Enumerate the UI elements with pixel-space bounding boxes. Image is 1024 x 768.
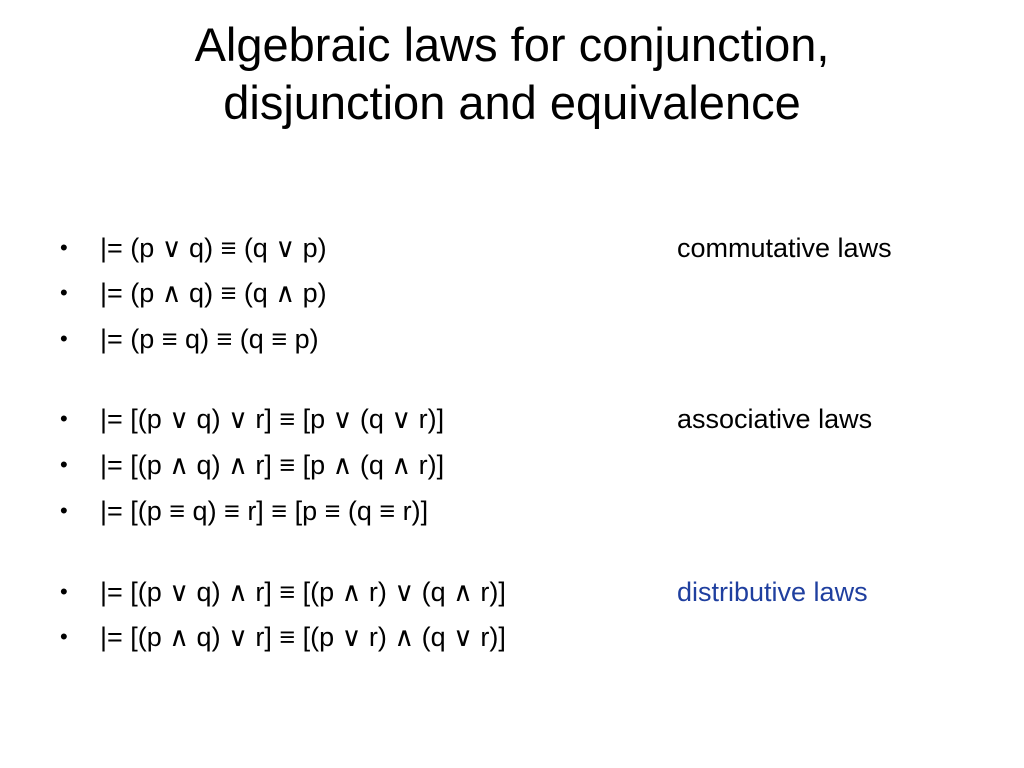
bullet-icon: • (60, 624, 68, 649)
law-item-distributive-or-and (0, 572, 1024, 612)
law-formula: |= (p ∧ q) ≡ (q ∧ p) (100, 278, 327, 308)
slide-title-line-1: Algebraic laws for conjunction, (194, 18, 830, 71)
law-formula: |= [(p ∨ q) ∨ r] ≡ [p ∨ (q ∨ r)] (100, 404, 445, 434)
bullet-icon: • (60, 452, 68, 477)
law-item-commutative-equiv (0, 319, 1024, 359)
bullet-icon: • (60, 235, 68, 260)
law-formula: |= [(p ≡ q) ≡ r] ≡ [p ≡ (q ≡ r)] (100, 496, 429, 526)
bullet-icon: • (60, 406, 68, 431)
law-label-associative: associative laws (677, 404, 873, 434)
law-item-associative-or (0, 399, 1024, 439)
law-formula: |= [(p ∧ q) ∨ r] ≡ [(p ∨ r) ∧ (q ∨ r)] (100, 622, 506, 652)
slide-title-line-2: disjunction and equivalence (223, 76, 801, 129)
law-formula: |= (p ≡ q) ≡ (q ≡ p) (100, 324, 319, 354)
bullet-icon: • (60, 498, 68, 523)
law-formula: |= [(p ∧ q) ∧ r] ≡ [p ∧ (q ∧ r)] (100, 450, 445, 480)
law-item-associative-equiv (0, 491, 1024, 531)
law-formula: |= [(p ∨ q) ∧ r] ≡ [(p ∧ r) ∨ (q ∧ r)] (100, 577, 506, 607)
bullet-icon: • (60, 579, 68, 604)
slide-title (0, 16, 1024, 132)
law-item-commutative-and (0, 273, 1024, 313)
bullet-icon: • (60, 326, 68, 351)
law-label-distributive: distributive laws (677, 577, 868, 607)
law-item-associative-and (0, 445, 1024, 485)
law-label-commutative: commutative laws (677, 233, 892, 263)
law-item-distributive-and-or (0, 617, 1024, 657)
bullet-icon: • (60, 280, 68, 305)
law-formula: |= (p ∨ q) ≡ (q ∨ p) (100, 233, 327, 263)
law-item-commutative-or (0, 228, 1024, 268)
